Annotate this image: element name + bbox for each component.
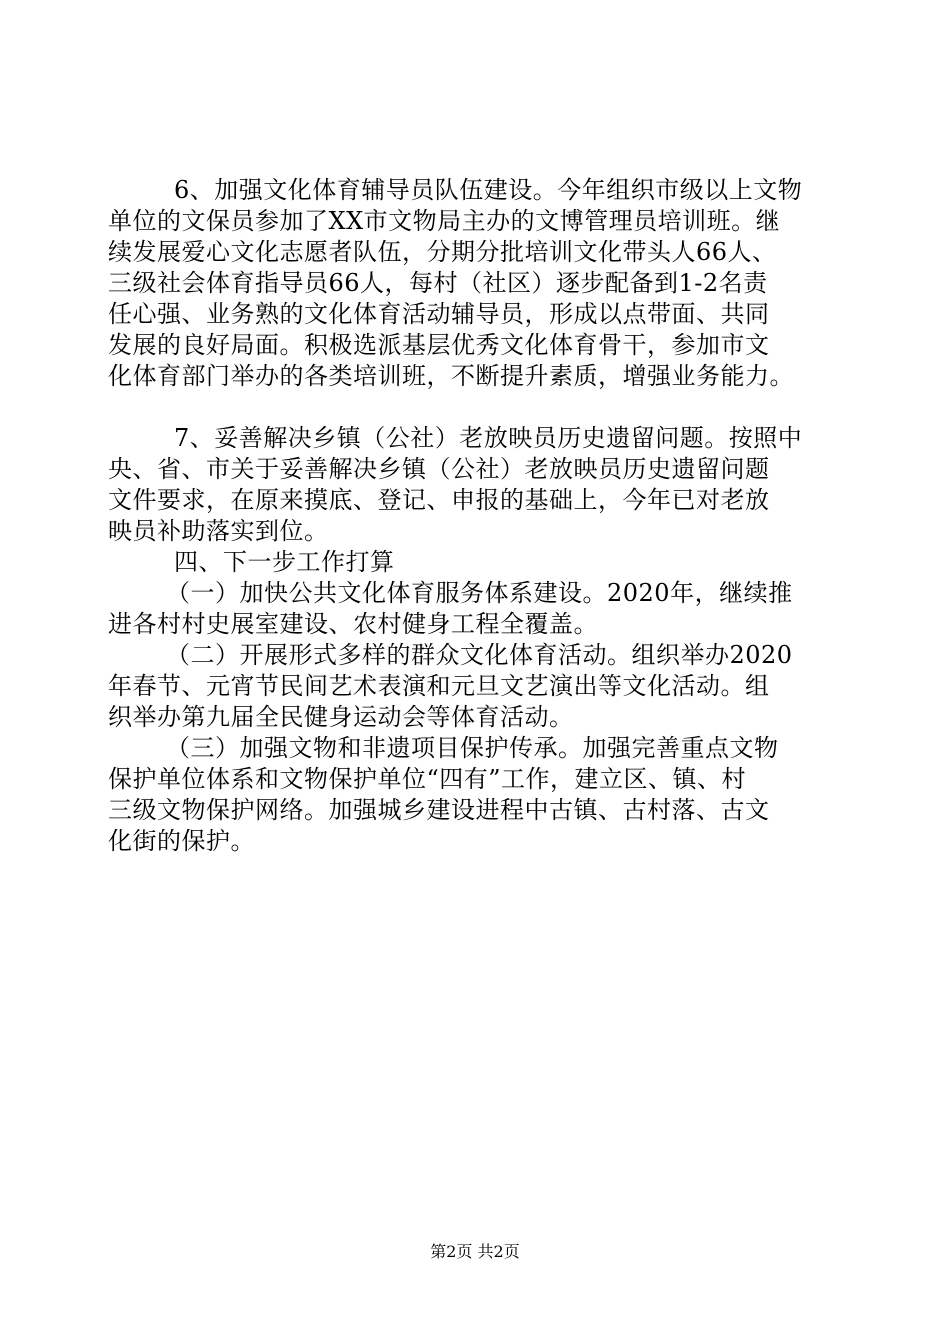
paragraph-7-line-3: 文件要求，在原来摸底、登记、申报的基础上，今年已对老放 [108, 486, 770, 514]
paragraph-7-line-2: 央、省、市关于妥善解决乡镇（公社）老放映员历史遗留问题 [108, 455, 770, 483]
item-3-line-1: （三）加强文物和非遗项目保护传承。加强完善重点文物 [166, 734, 779, 762]
section-heading: 四、下一步工作打算 [174, 548, 395, 576]
item-3-line-2: 保护单位体系和文物保护单位“四有”工作，建立区、镇、村 [108, 765, 747, 793]
page-number-footer: 第2页 共2页 [430, 1242, 520, 1261]
paragraph-6-line-1: 6、加强文化体育辅导员队伍建设。今年组织市级以上文物 [174, 176, 803, 204]
item-2-line-3: 织举办第九届全民健身运动会等体育活动。 [108, 703, 574, 731]
paragraph-6-line-2: 单位的文保员参加了XX市文物局主办的文博管理员培训班。继 [108, 207, 781, 235]
item-1-line-2: 进各村村史展室建设、农村健身工程全覆盖。 [108, 610, 598, 638]
item-2-line-1: （二）开展形式多样的群众文化体育活动。组织举办2020 [166, 641, 793, 669]
paragraph-6-line-7: 化体育部门举办的各类培训班，不断提升素质，增强业务能力。 [108, 362, 794, 390]
paragraph-6-line-6: 发展的良好局面。积极选派基层优秀文化体育骨干，参加市文 [108, 331, 770, 359]
paragraph-7-line-4: 映员补助落实到位。 [108, 517, 329, 545]
paragraph-6-line-3: 续发展爱心文化志愿者队伍，分期分批培训文化带头人66人、 [108, 238, 777, 266]
paragraph-6-line-4: 三级社会体育指导员66人，每村（社区）逐步配备到1-2名责 [108, 269, 768, 297]
item-3-line-4: 化街的保护。 [108, 827, 255, 855]
item-3-line-3: 三级文物保护网络。加强城乡建设进程中古镇、古村落、古文 [108, 796, 770, 824]
paragraph-7-line-1: 7、妥善解决乡镇（公社）老放映员历史遗留问题。按照中 [174, 424, 803, 452]
item-2-line-2: 年春节、元宵节民间艺术表演和元旦文艺演出等文化活动。组 [108, 672, 770, 700]
item-1-line-1: （一）加快公共文化体育服务体系建设。2020年，继续推 [166, 579, 793, 607]
paragraph-6-line-5: 任心强、业务熟的文化体育活动辅导员，形成以点带面、共同 [108, 300, 770, 328]
